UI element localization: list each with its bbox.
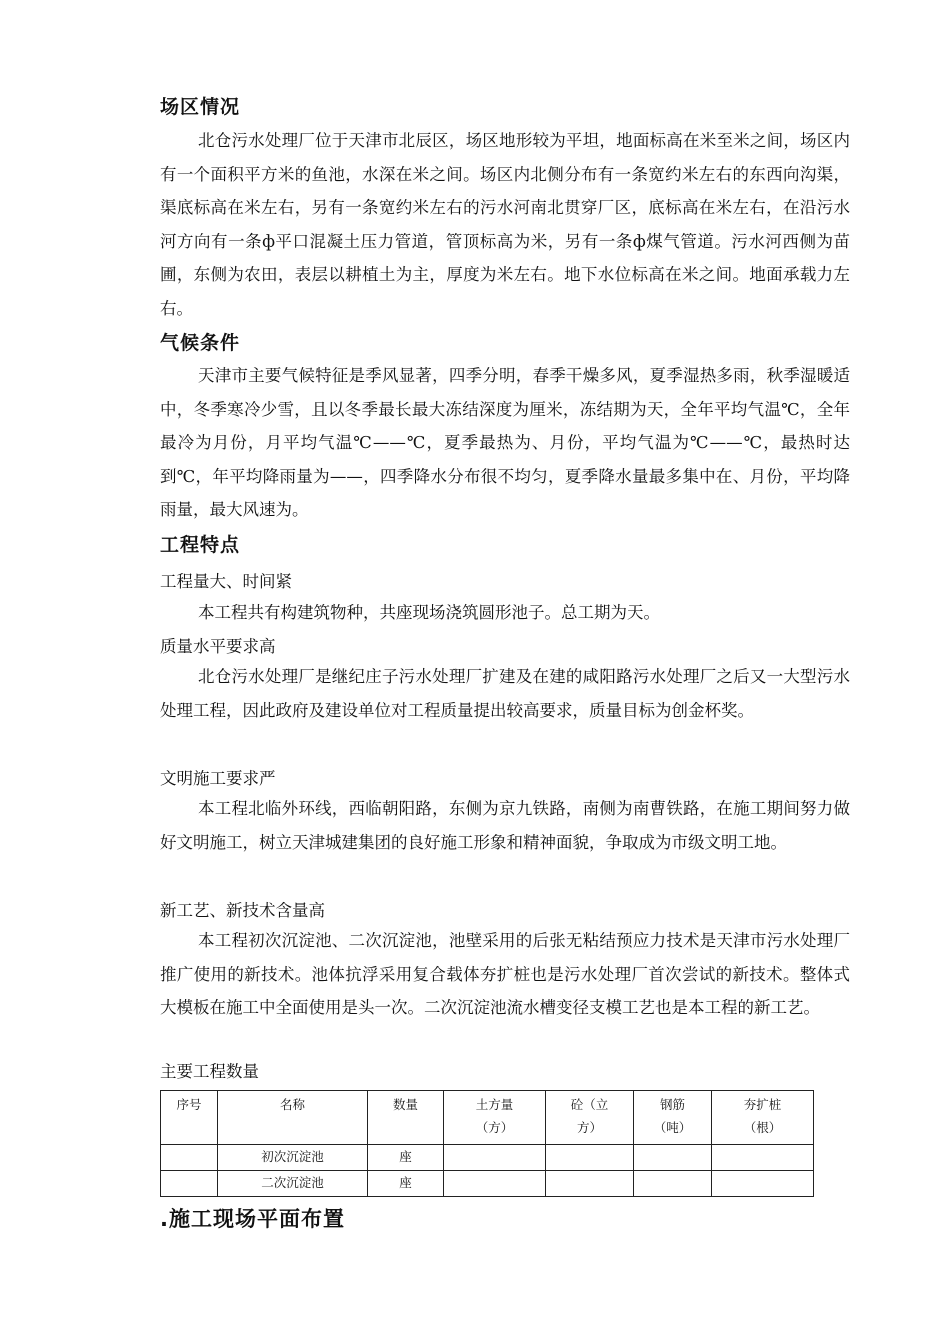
header-pile-line1: 夯扩桩 bbox=[743, 1097, 782, 1112]
cell-earth bbox=[444, 1145, 546, 1171]
feature-paragraph: 本工程初次沉淀池、二次沉淀池，池壁采用的后张无粘结预应力技术是天津市污水处理厂推广使用的新技术。池体抗浮采用复合载体夯扩桩也是污水处理厂首次尝试的新技术。整体式大模板在施工中全面使用是头一次。二次沉淀池流水槽变径支模工艺也是本工程的新工艺。 bbox=[160, 931, 850, 1017]
feature-subtitle: 文明施工要求严 bbox=[160, 769, 276, 788]
header-concrete-line2: 方） bbox=[576, 1120, 602, 1135]
cell-earth bbox=[444, 1171, 546, 1197]
feature-paragraph: 北仓污水处理厂是继纪庄子污水处理厂扩建及在建的咸阳路污水处理厂之后又一大型污水处理工程，因此政府及建设单位对工程质量提出较高要求，质量目标为创金杯奖。 bbox=[160, 667, 850, 720]
section-title-features: 工程特点 bbox=[160, 534, 241, 556]
feature-paragraph: 本工程共有构建筑物种，共座现场浇筑圆形池子。总工期为天。 bbox=[198, 603, 660, 622]
cell-no bbox=[161, 1171, 218, 1197]
header-earth-line1: 土方量 bbox=[475, 1097, 514, 1112]
cell-count: 座 bbox=[368, 1145, 444, 1171]
header-pile bbox=[712, 1091, 814, 1145]
header-name: 名称 bbox=[218, 1091, 368, 1145]
cell-concrete bbox=[546, 1145, 634, 1171]
cell-pile bbox=[712, 1171, 814, 1197]
cell-pile bbox=[712, 1145, 814, 1171]
cell-count: 座 bbox=[368, 1171, 444, 1197]
cell-steel bbox=[634, 1171, 712, 1197]
header-pile-line2: （根） bbox=[743, 1120, 782, 1135]
section-title-climate: 气候条件 bbox=[160, 332, 241, 354]
header-earth-line2: （方） bbox=[475, 1120, 514, 1135]
table-row bbox=[161, 1145, 814, 1171]
header-steel bbox=[634, 1091, 712, 1145]
header-concrete bbox=[546, 1091, 634, 1145]
climate-paragraph: 天津市主要气候特征是季风显著，四季分明，春季干燥多风，夏季湿热多雨，秋季湿暖适中，冬季寒冷少雪，且以冬季最长最大冻结深度为厘米，冻结期为天，全年平均气温℃，全年最冷为月份，月平均气温℃——℃，夏季最热为、月份，平均气温为℃——℃，最热时达到℃，年平均降雨量为——，四季降水分布很不均匀，夏季降水量最多集中在、月份，平均降雨量，最大风速为。 bbox=[160, 366, 850, 519]
table-header-row bbox=[161, 1091, 814, 1145]
cell-name: 二次沉淀池 bbox=[218, 1171, 368, 1197]
quantity-title: 主要工程数量 bbox=[160, 1062, 259, 1081]
header-no: 序号 bbox=[161, 1091, 218, 1145]
header-count: 数量 bbox=[368, 1091, 444, 1145]
feature-subtitle: 工程量大、时间紧 bbox=[160, 572, 292, 591]
quantity-table bbox=[160, 1090, 814, 1197]
feature-subtitle: 质量水平要求高 bbox=[160, 637, 276, 656]
feature-subtitle: 新工艺、新技术含量高 bbox=[160, 901, 325, 920]
table-row bbox=[161, 1171, 814, 1197]
cell-concrete bbox=[546, 1171, 634, 1197]
section-title-site: 场区情况 bbox=[160, 96, 241, 118]
cell-no bbox=[161, 1145, 218, 1171]
cell-name: 初次沉淀池 bbox=[218, 1145, 368, 1171]
site-paragraph: 北仓污水处理厂位于天津市北辰区，场区地形较为平坦，地面标高在米至米之间，场区内有一个面积平方米的鱼池，水深在米之间。场区内北侧分布有一条宽约米左右的东西向沟渠，渠底标高在米左右，另有一条宽约米左右的污水河南北贯穿厂区，底标高在米左右，在沿污水河方向有一条ф平口混凝土压力管道，管顶标高为米，另有一条ф煤气管道。污水河西侧为苗圃，东侧为农田，表层以耕植土为主，厚度为米左右。地下水位标高在米之间。地面承载力左右。 bbox=[160, 131, 850, 318]
cell-steel bbox=[634, 1145, 712, 1171]
header-steel-line1: 钢筋 bbox=[659, 1097, 685, 1112]
header-concrete-line1: 砼（立 bbox=[570, 1097, 609, 1112]
header-earth bbox=[444, 1091, 546, 1145]
header-steel-line2: （吨） bbox=[653, 1120, 692, 1135]
section-title-layout: .施工现场平面布置 bbox=[160, 1207, 345, 1231]
feature-paragraph: 本工程北临外环线，西临朝阳路，东侧为京九铁路，南侧为南曹铁路，在施工期间努力做好文明施工，树立天津城建集团的良好施工形象和精神面貌，争取成为市级文明工地。 bbox=[160, 799, 850, 852]
